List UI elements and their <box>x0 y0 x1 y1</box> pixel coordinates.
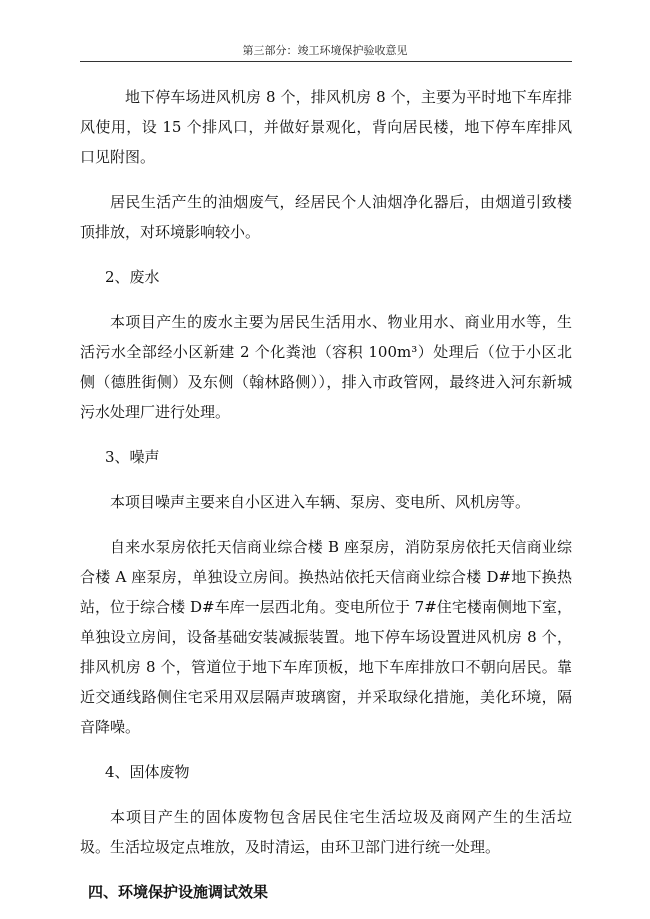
spacer <box>80 517 572 532</box>
spacer <box>80 172 572 187</box>
page-header: 第三部分：竣工环境保护验收意见 <box>242 44 408 57</box>
subheading-solid-waste: 4、固体废物 <box>105 763 190 781</box>
paragraph-ventilation: 地下停车场进风机房 8 个，排风机房 8 个，主要为平时地下车库排风使用，设 15 个排风口，并做好景观化，背向居民楼，地下停车库排风口见附图。 <box>80 88 572 166</box>
spacer <box>80 292 572 307</box>
subheading-noise: 3、噪声 <box>105 448 160 466</box>
spacer <box>80 787 572 802</box>
paragraph-solid-waste: 本项目产生的固体废物包含居民住宅生活垃圾及商网产生的生活垃圾。生活垃圾定点堆放，及时清运，由环卫部门进行统一处理。 <box>80 808 572 856</box>
document-body <box>80 82 572 907</box>
subheading-waste-water: 2、废水 <box>105 268 160 286</box>
section-heading: 四、环境保护设施调试效果 <box>88 883 269 901</box>
spacer <box>80 247 572 262</box>
header-rule <box>80 61 572 62</box>
spacer <box>80 472 572 487</box>
paragraph-noise-measures: 自来水泵房依托天信商业综合楼 B 座泵房，消防泵房依托天信商业综合楼 A 座泵房，单独设立房间。换热站依托天信商业综合楼 D#地下换热站，位于综合楼 D#车库一层西北角。变电所位于 7#住宅楼南侧地下室，单独设立房间，设备基础安装减振装置。地下停车场设置进风机房 8 个，排风机房 8 个，管道位于地下车库顶板，地下车库排放口不朝向居民。靠近交通线路侧住宅采用双层隔声玻璃窗，并采取绿化措施，美化环境，隔音降噪。 <box>80 538 572 736</box>
spacer <box>80 742 572 757</box>
paragraph-cooking-fumes: 居民生活产生的油烟废气，经居民个人油烟净化器后，由烟道引致楼顶排放，对环境影响较小。 <box>80 193 572 241</box>
paragraph-waste-water: 本项目产生的废水主要为居民生活用水、物业用水、商业用水等，生活污水全部经小区新建 2 个化粪池（容积 100m³）处理后（位于小区北侧（德胜街侧）及东侧（翰林路侧）），排入市政管网，最终进入河东新城污水处理厂进行处理。 <box>80 313 572 421</box>
spacer <box>80 862 572 877</box>
spacer <box>80 427 572 442</box>
paragraph-noise-sources: 本项目噪声主要来自小区进入车辆、泵房、变电所、风机房等。 <box>110 493 531 511</box>
